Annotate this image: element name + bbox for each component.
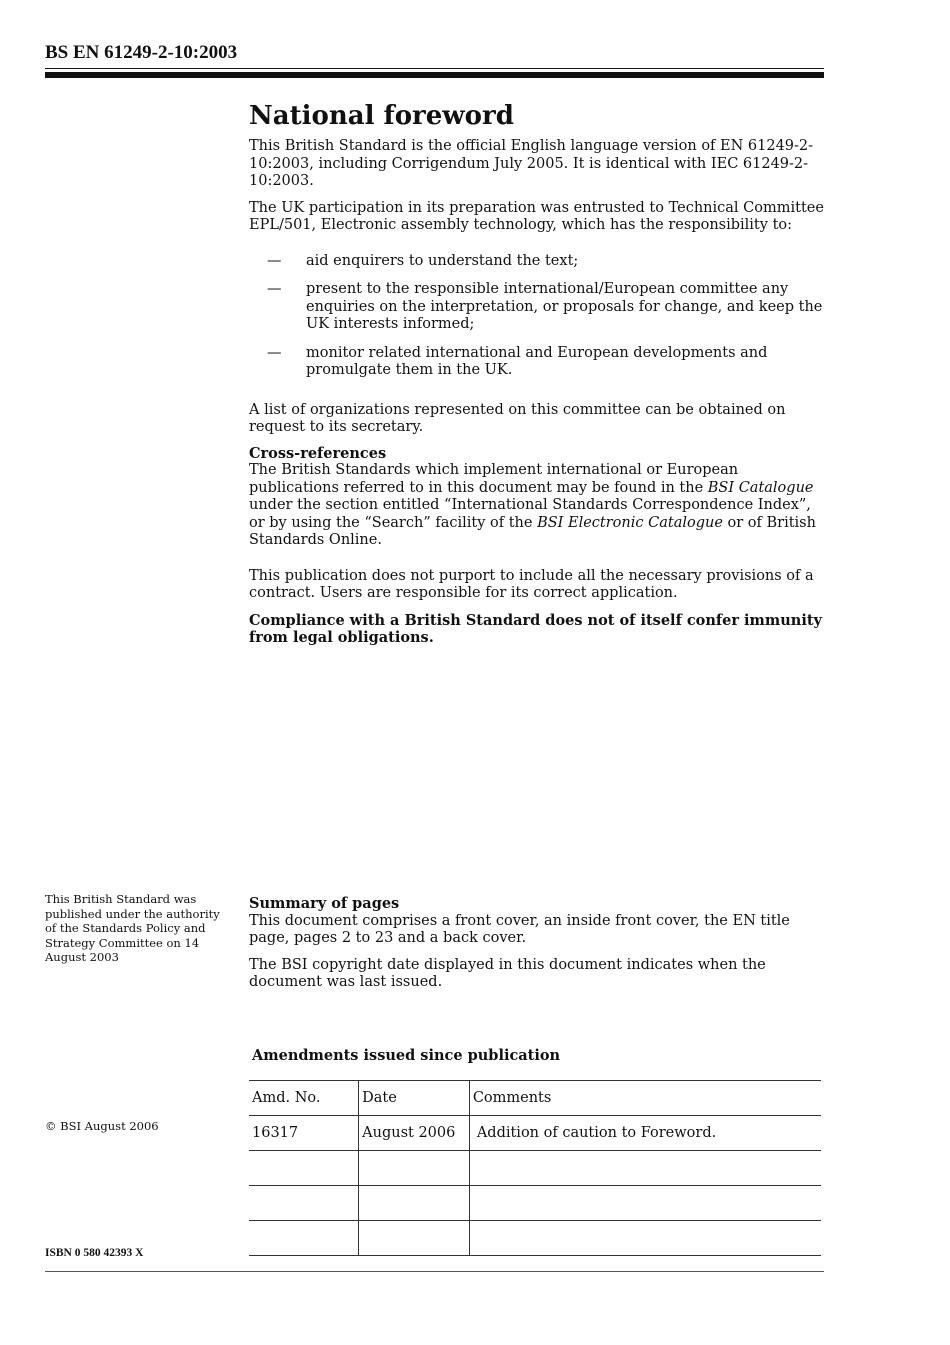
- column-header-amd-no: Amd. No.: [249, 1081, 359, 1116]
- comments-cell: [469, 1221, 821, 1256]
- table-row: [249, 1186, 821, 1221]
- comments-cell: [469, 1151, 821, 1186]
- foreword-paragraph-3: A list of organizations represented on this committee can be obtained on request to its secretary.: [249, 401, 786, 435]
- foreword-paragraph-4: This publication does not purport to include all the necessary provisions of a contract. Users are responsible for its correct application.: [249, 567, 814, 601]
- date-cell: [359, 1186, 470, 1221]
- foreword-section: [249, 100, 827, 647]
- date-cell: August 2006: [359, 1116, 470, 1151]
- table-row: [249, 1221, 821, 1256]
- foreword-paragraph-2: The UK participation in its preparation was entrusted to Technical Committee EPL/501, Electronic assembly technology, which has the responsibility to:: [249, 199, 824, 233]
- amd-no-cell: 16317: [249, 1116, 359, 1151]
- foreword-paragraph-1: This British Standard is the official English language version of EN 61249-2-10:2003, including Corrigendum July 2005. It is identical with IEC 61249-2-10:2003.: [249, 138, 814, 189]
- foreword-title: National foreword: [249, 101, 514, 131]
- dash-bullet: —: [267, 252, 282, 269]
- list-item: [249, 281, 827, 334]
- amd-no-cell: [249, 1186, 359, 1221]
- document-code: BS EN 61249-2-10:2003: [45, 42, 238, 63]
- header-rule-thin: [45, 68, 824, 69]
- summary-of-pages: [249, 895, 829, 992]
- amendments-table: [249, 1080, 821, 1256]
- amendments-title: Amendments issued since publication: [252, 1047, 561, 1064]
- list-item-text: aid enquirers to understand the text;: [306, 252, 579, 269]
- amd-no-cell: [249, 1221, 359, 1256]
- list-item: [249, 345, 827, 380]
- comments-cell: [469, 1186, 821, 1221]
- column-header-date: Date: [359, 1081, 470, 1116]
- copyright-notice: © BSI August 2006: [45, 1119, 159, 1133]
- header-rule-thick: [45, 72, 824, 78]
- bsi-electronic-catalogue-ref: BSI Electronic Catalogue: [537, 514, 723, 531]
- table-row: [249, 1116, 821, 1151]
- bsi-catalogue-ref: BSI Catalogue: [707, 479, 814, 496]
- table-row: [249, 1151, 821, 1186]
- crossref-text-e: or of British Standards Online.: [249, 514, 816, 548]
- amd-no-cell: [249, 1151, 359, 1186]
- list-item-text: present to the responsible international/European committee any enquiries on the interpretation, or proposals for change, and keep the UK interests informed;: [306, 281, 823, 332]
- crossref-text-c: under the section entitled “International Standards Correspondence Index”, or by using the “Search” facility of the: [249, 497, 811, 531]
- dash-bullet: —: [267, 281, 282, 297]
- publication-note: [45, 892, 230, 965]
- summary-heading: Summary of pages: [249, 895, 400, 912]
- list-item-text: monitor related international and European developments and promulgate them in the UK.: [306, 344, 768, 378]
- summary-paragraph-1: This document comprises a front cover, an inside front cover, the EN title page, pages 2 to 23 and a back cover.: [249, 912, 790, 946]
- responsibility-list: [249, 253, 827, 380]
- compliance-statement: Compliance with a British Standard does not of itself confer immunity from legal obligations.: [249, 611, 822, 646]
- date-cell: [359, 1151, 470, 1186]
- crossref-text-a: The British Standards which implement international or European publications referred to in this document may be found in the: [249, 462, 739, 496]
- column-header-comments: Comments: [469, 1081, 821, 1116]
- publication-note-text: This British Standard was published under the authority of the Standards Policy and Strategy Committee on 14 August 2003: [45, 892, 220, 964]
- date-cell: [359, 1221, 470, 1256]
- summary-paragraph-2: The BSI copyright date displayed in this document indicates when the document was last issued.: [249, 956, 766, 990]
- isbn-number: ISBN 0 580 42393 X: [45, 1247, 144, 1259]
- list-item: [249, 253, 827, 271]
- dash-bullet: —: [267, 344, 282, 361]
- cross-references-paragraph: [249, 462, 827, 550]
- comments-cell: Addition of caution to Foreword.: [469, 1116, 821, 1151]
- table-header-row: [249, 1081, 821, 1116]
- cross-references-heading: Cross-references: [249, 444, 387, 462]
- footer-rule: [45, 1271, 824, 1272]
